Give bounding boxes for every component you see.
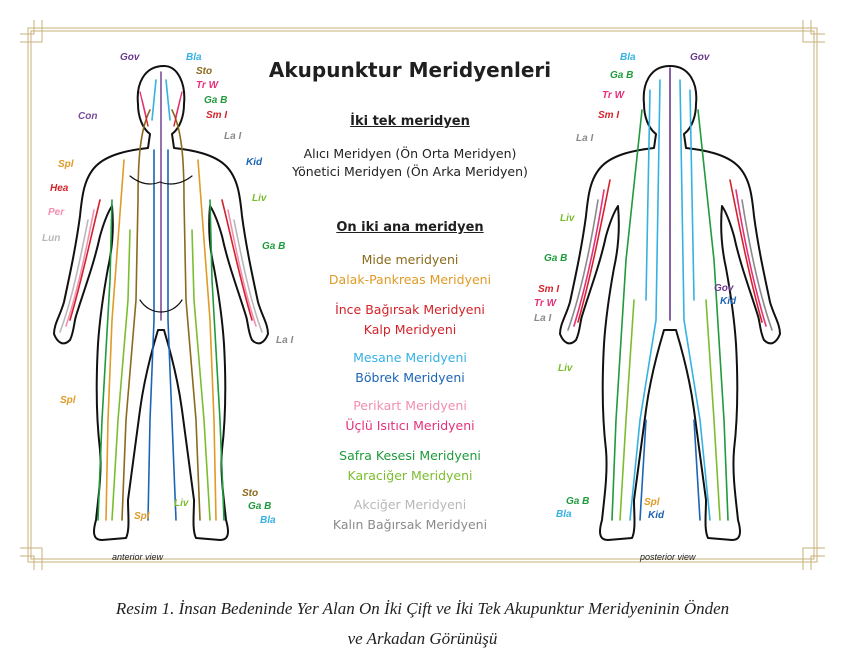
front-meridian-label: La I [276, 335, 294, 346]
front-meridian-label: Sm I [206, 110, 228, 121]
back-meridian-label: Kid [720, 296, 737, 307]
back-meridian-label: Liv [560, 213, 575, 224]
back-meridian-label: Tr W [534, 298, 557, 309]
single-meridian-item: Alıcı Meridyen (Ön Orta Meridyen) [303, 146, 517, 161]
main-meridian-item: Kalp Meridyeni [363, 322, 457, 337]
front-meridian-label: Spl [60, 395, 76, 406]
front-meridian-label: La I [224, 131, 242, 142]
back-meridian-label: Ga B [566, 496, 590, 507]
front-meridian-label: Bla [186, 52, 202, 63]
front-meridian-label: Gov [120, 52, 140, 63]
back-meridian-label: Tr W [602, 90, 625, 101]
front-meridian-label: Bla [260, 515, 276, 526]
front-meridian-label: Lun [42, 233, 61, 244]
main-meridian-item: İnce Bağırsak Meridyeni [335, 302, 485, 317]
back-meridian-label: Bla [556, 509, 572, 520]
anterior-view-label: anterior view [112, 552, 164, 562]
single-meridians-heading: İki tek meridyen [350, 114, 470, 129]
main-meridian-item: Akciğer Meridyeni [353, 497, 467, 512]
front-meridian-label: Kid [246, 157, 263, 168]
front-meridian-label: Sto [242, 488, 259, 499]
front-meridian-label: Tr W [196, 80, 219, 91]
main-meridian-item: Kalın Bağırsak Meridyeni [332, 517, 488, 532]
caption-line-2: ve Arkadan Görünüşü [347, 629, 498, 648]
figure-caption [0, 594, 845, 654]
back-meridian-label: Sm I [538, 284, 560, 295]
main-meridian-item: Karaciğer Meridyeni [347, 468, 473, 483]
main-meridian-item: Böbrek Meridyeni [355, 370, 465, 385]
back-meridian-label: La I [534, 313, 552, 324]
front-meridian-label: Sto [196, 66, 213, 77]
main-meridians-heading: On iki ana meridyen [336, 220, 484, 235]
front-meridian-label: Liv [174, 498, 189, 509]
back-meridian-label: La I [576, 133, 594, 144]
back-meridian-label: Bla [620, 52, 636, 63]
front-meridian-label: Hea [50, 183, 69, 194]
back-meridian-label: Ga B [610, 70, 634, 81]
front-meridian-label: Liv [252, 193, 267, 204]
main-meridian-item: Perikart Meridyeni [353, 398, 467, 413]
main-meridian-item: Mesane Meridyeni [353, 350, 467, 365]
front-meridian-label: Ga B [204, 95, 228, 106]
single-meridian-item: Yönetici Meridyen (Ön Arka Meridyen) [292, 164, 528, 179]
back-meridian-label: Kid [648, 510, 665, 521]
main-meridian-item: Safra Kesesi Meridyeni [339, 448, 481, 463]
back-meridian-label: Spl [644, 497, 660, 508]
main-meridian-item: Üçlü Isıtıcı Meridyeni [345, 418, 475, 433]
front-meridian-label: Con [78, 111, 98, 122]
diagram-title: Akupunktur Meridyenleri [268, 58, 552, 82]
front-meridian-label: Ga B [262, 241, 286, 252]
back-meridian-label: Sm I [598, 110, 620, 121]
front-meridian-label: Spl [58, 159, 74, 170]
front-meridian-label: Per [48, 207, 65, 218]
posterior-view-label: posterior view [640, 552, 696, 562]
caption-line-1: Resim 1. İnsan Bedeninde Yer Alan On İki Çift ve İki Tek Akupunktur Meridyeninin Önden [115, 599, 730, 618]
back-meridian-label: Gov [714, 283, 734, 294]
back-meridian-label: Liv [558, 363, 573, 374]
main-meridian-item: Mide meridyeni [361, 252, 459, 267]
front-meridian-label: Ga B [248, 501, 272, 512]
back-meridian-label: Gov [690, 52, 710, 63]
main-meridian-item: Dalak-Pankreas Meridyeni [328, 272, 492, 287]
back-meridian-label: Ga B [544, 253, 568, 264]
front-meridian-label: Spl [134, 511, 150, 522]
